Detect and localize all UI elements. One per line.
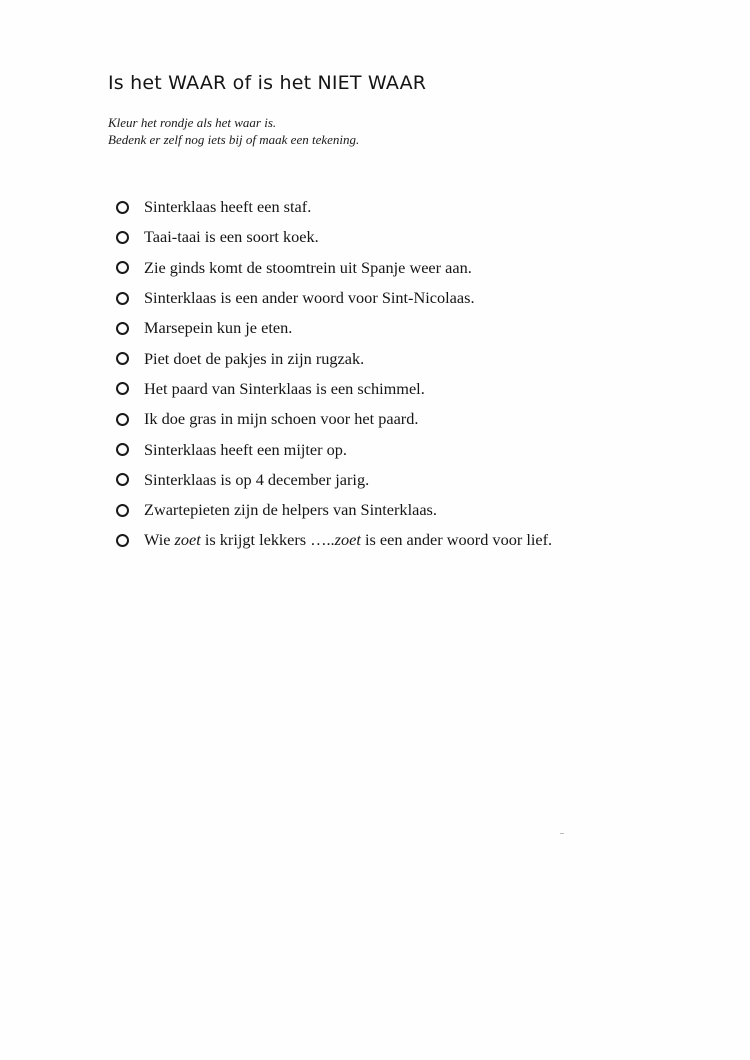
statement-text: Sinterklaas is een ander woord voor Sint-Nicolaas. xyxy=(144,288,475,308)
empty-circle-icon[interactable] xyxy=(116,352,129,365)
empty-circle-icon[interactable] xyxy=(116,292,129,305)
italic-word: zoet xyxy=(174,530,201,550)
text-part: Wie xyxy=(144,530,175,550)
text-part: is krijgt lekkers ….. xyxy=(200,530,335,550)
empty-circle-icon[interactable] xyxy=(116,504,129,517)
instruction-line-2: Bedenk er zelf nog iets bij of maak een tekening. xyxy=(108,132,360,147)
empty-circle-icon[interactable] xyxy=(116,201,129,214)
statement-text: Het paard van Sinterklaas is een schimmel. xyxy=(144,378,425,398)
empty-circle-icon[interactable] xyxy=(116,443,129,456)
statement-item xyxy=(116,313,552,343)
empty-circle-icon[interactable] xyxy=(116,261,129,274)
statement-item xyxy=(116,283,552,313)
statement-text: Sinterklaas heeft een staf. xyxy=(144,197,312,217)
instruction-line-1: Kleur het rondje als het waar is. xyxy=(108,115,277,130)
statement-text xyxy=(144,530,552,550)
scan-speck xyxy=(560,833,564,834)
empty-circle-icon[interactable] xyxy=(116,534,129,547)
italic-word: zoet xyxy=(334,530,361,550)
statement-item xyxy=(116,495,552,525)
text-part: is een ander woord voor lief. xyxy=(360,530,553,550)
statement-list xyxy=(116,192,552,556)
empty-circle-icon[interactable] xyxy=(116,231,129,244)
statement-text: Ik doe gras in mijn schoen voor het paard. xyxy=(144,409,419,429)
statement-text: Sinterklaas heeft een mijter op. xyxy=(144,439,347,459)
statement-text: Zwartepieten zijn de helpers van Sinterklaas. xyxy=(144,500,437,520)
empty-circle-icon[interactable] xyxy=(116,322,129,335)
statement-text: Sinterklaas is op 4 december jarig. xyxy=(144,469,370,489)
statement-item xyxy=(116,192,552,222)
statement-item xyxy=(116,253,552,283)
empty-circle-icon[interactable] xyxy=(116,413,129,426)
page-title: Is het WAAR of is het NIET WAAR xyxy=(108,72,427,94)
statement-item xyxy=(116,374,552,404)
statement-item xyxy=(116,465,552,495)
statement-text: Piet doet de pakjes in zijn rugzak. xyxy=(144,348,365,368)
statement-text: Zie ginds komt de stoomtrein uit Spanje weer aan. xyxy=(144,257,472,277)
empty-circle-icon[interactable] xyxy=(116,382,129,395)
empty-circle-icon[interactable] xyxy=(116,473,129,486)
instructions xyxy=(108,114,359,148)
statement-item xyxy=(116,434,552,464)
statement-item xyxy=(116,222,552,252)
statement-text: Marsepein kun je eten. xyxy=(144,318,293,338)
statement-item-last xyxy=(116,525,552,555)
statement-item xyxy=(116,404,552,434)
statement-item xyxy=(116,343,552,373)
statement-text: Taai-taai is een soort koek. xyxy=(144,227,319,247)
